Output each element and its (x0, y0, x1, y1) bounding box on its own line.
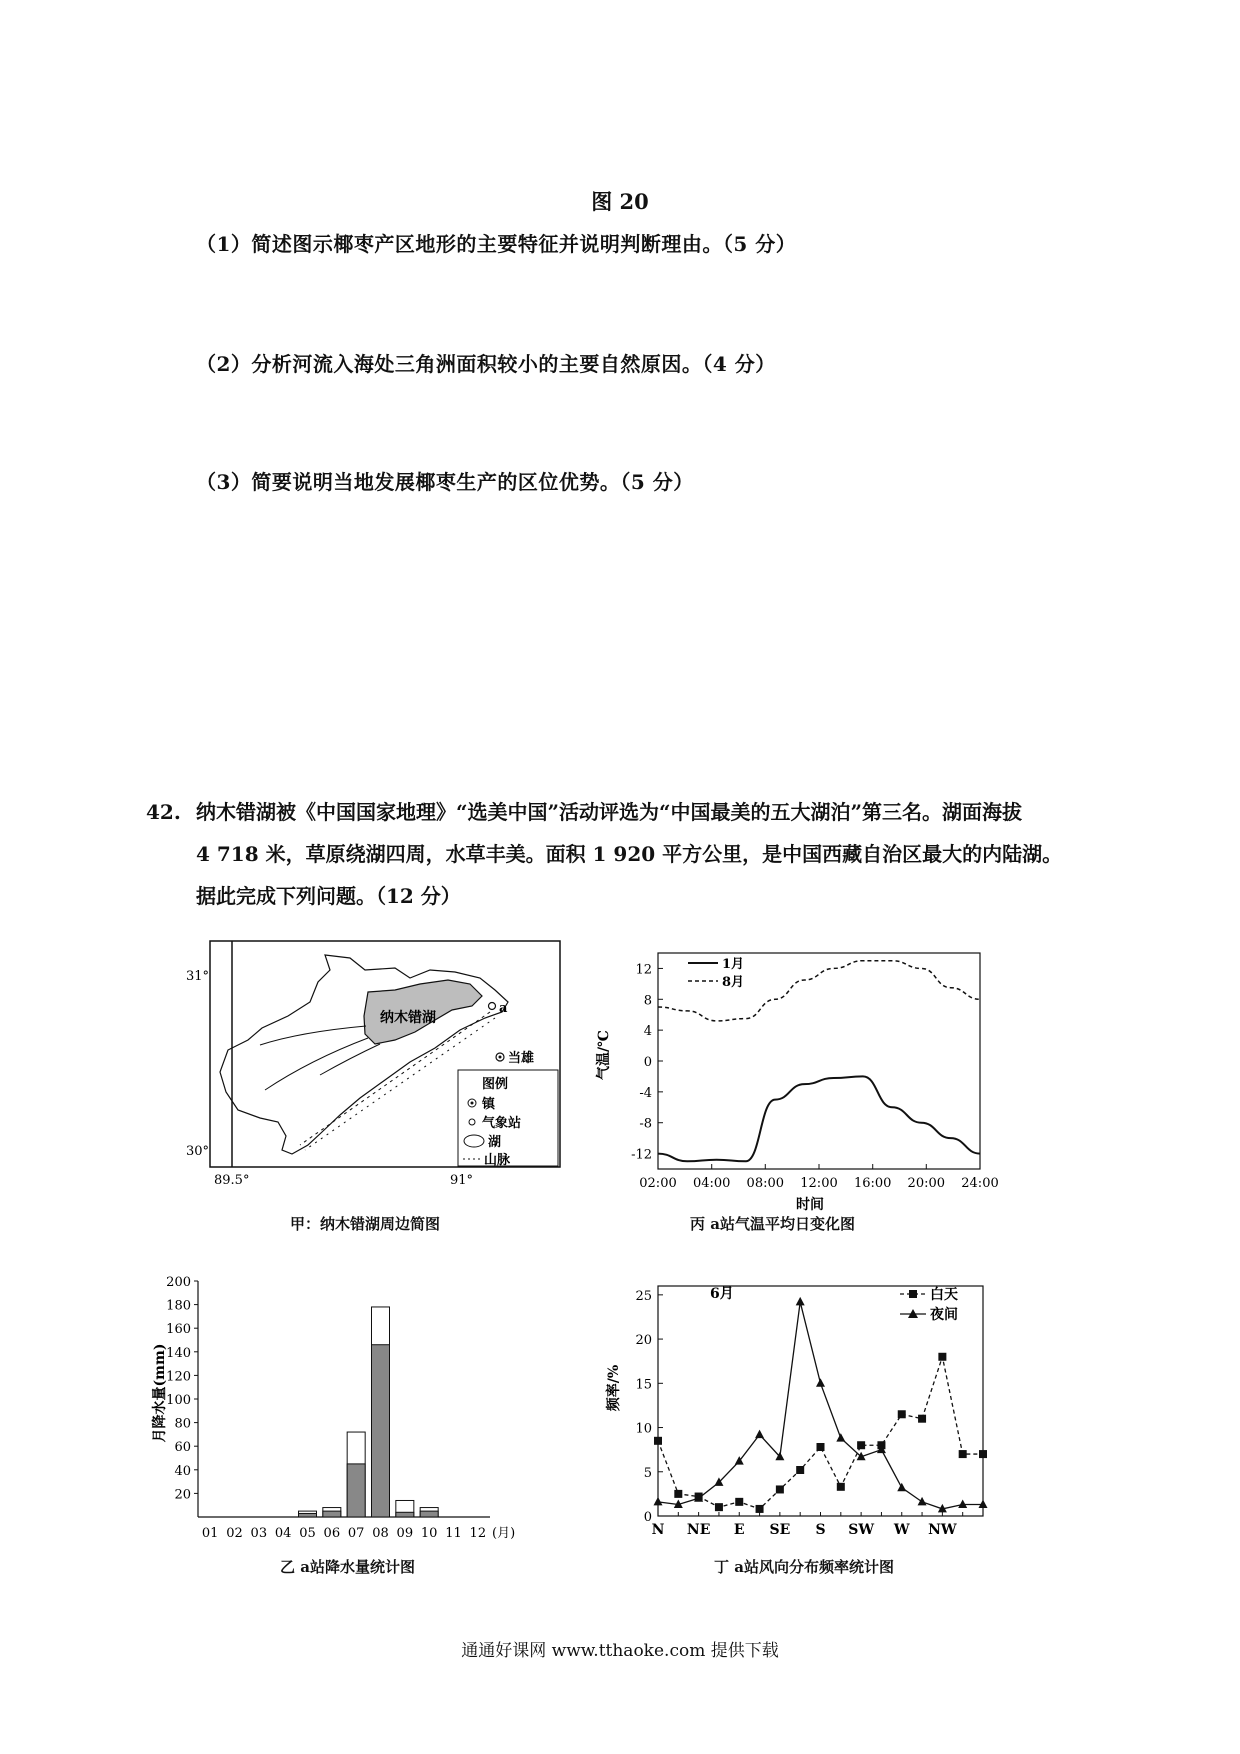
wind-x-tick-label: S (815, 1522, 826, 1538)
temperature-y-tick-label: 4 (643, 1024, 652, 1040)
temperature-xlabel: 时间 (796, 1197, 824, 1213)
wind-day-point (938, 1353, 946, 1361)
question-42-line-3: 据此完成下列问题。（12 分） (196, 884, 461, 908)
question-2: （2）分析河流入海处三角洲面积较小的主要自然原因。（4 分） (196, 352, 776, 376)
precipitation-y-tick-label: 60 (174, 1440, 191, 1456)
legend-aug: 8月 (722, 975, 745, 990)
wind-night-point (755, 1430, 764, 1439)
precipitation-chart-title: 乙 a站降水量统计图 (280, 1558, 415, 1576)
temperature-chart (596, 945, 1000, 1215)
precipitation-x-tick-label: 02 (226, 1526, 243, 1541)
wind-x-tick-label: W (893, 1522, 910, 1538)
legend-station-icon (469, 1119, 475, 1125)
temperature-y-tick-label: -4 (639, 1085, 652, 1101)
wind-x-tick-label: N (651, 1522, 665, 1538)
wind-day-point (979, 1450, 987, 1458)
temperature-y-tick-label: 8 (643, 993, 652, 1009)
wind-night-point (979, 1500, 988, 1509)
temperature-series-aug (658, 961, 980, 1021)
precipitation-y-tick-label: 140 (166, 1345, 191, 1361)
precipitation-x-tick-label: 08 (372, 1526, 389, 1541)
temperature-chart-title: 丙 a站气温平均日变化图 (690, 1215, 855, 1233)
temperature-plot-frame (658, 953, 980, 1169)
question-42-line-2: 4 718 米，草原绕湖四周，水草丰美。面积 1 920 平方公里，是中国西藏自治区最大的内陆湖。 (196, 842, 1063, 866)
precipitation-y-tick-label: 100 (166, 1393, 191, 1408)
precipitation-y-tick-label: 160 (166, 1322, 191, 1338)
lat-30: 30° (186, 1144, 210, 1159)
wind-day-point (776, 1485, 784, 1493)
wind-night-point (958, 1500, 967, 1509)
wind-day-point (857, 1441, 865, 1449)
wind-night-point (654, 1497, 663, 1506)
wind-day-point (918, 1415, 926, 1423)
map-caption: 甲：纳木错湖周边简图 (290, 1215, 441, 1233)
temperature-x-tick-label: 02:00 (639, 1176, 677, 1191)
station-label: a (499, 1001, 508, 1016)
temperature-series-jan (658, 1076, 980, 1161)
wind-x-tick-label: NW (928, 1522, 957, 1538)
wind-day-point (735, 1498, 743, 1506)
temperature-y-tick-label: -8 (639, 1116, 652, 1132)
wind-y-tick-label: 5 (643, 1465, 652, 1481)
wind-day-point (674, 1490, 682, 1498)
precipitation-bar-part (323, 1511, 341, 1517)
temperature-y-tick-label: 12 (635, 962, 652, 978)
precipitation-x-tick-label: 07 (347, 1526, 365, 1541)
question-3: （3）简要说明当地发展椰枣生产的区位优势。（5 分） (196, 470, 694, 494)
temperature-ylabel: 气温/℃ (596, 1030, 612, 1080)
wind-day-point (756, 1505, 764, 1513)
legend-lake-icon (464, 1135, 484, 1147)
question-42-number: 42. (146, 800, 181, 824)
precipitation-x-tick-label: 09 (396, 1526, 414, 1541)
wind-day-point (796, 1466, 804, 1474)
wind-y-tick-label: 10 (635, 1421, 652, 1437)
precipitation-x-tick-label: 05 (299, 1526, 316, 1541)
wind-annotation: 6月 (710, 1286, 734, 1302)
temperature-x-tick-label: 12:00 (800, 1176, 838, 1191)
wind-x-tick-label: SW (848, 1522, 875, 1538)
temperature-x-tick-label: 24:00 (961, 1176, 999, 1191)
temperature-x-tick-label: 20:00 (907, 1176, 946, 1191)
legend-title: 图例 (482, 1077, 509, 1092)
precipitation-y-tick-label: 80 (174, 1416, 191, 1432)
legend-town: 镇 (482, 1097, 496, 1112)
precipitation-x-tick-label: 04 (274, 1526, 292, 1541)
wind-night-point (816, 1378, 825, 1387)
wind-y-tick-label: 20 (635, 1333, 652, 1349)
lon-91: 91° (450, 1173, 474, 1188)
lon-89-5: 89.5° (214, 1173, 250, 1188)
wind-ylabel: 频率/% (606, 1364, 622, 1412)
precipitation-bar-part (347, 1464, 365, 1517)
precipitation-x-suffix: (月) (492, 1526, 516, 1541)
legend-day: 白天 (930, 1287, 958, 1303)
town-icon-dot (499, 1056, 502, 1059)
question-1: （1）简述图示椰枣产区地形的主要特征并说明判断理由。（5 分） (196, 232, 797, 256)
precipitation-x-tick-label: 12 (469, 1526, 487, 1541)
temperature-y-tick-label: -12 (631, 1147, 652, 1163)
precipitation-y-tick-label: 180 (166, 1298, 191, 1314)
wind-day-point (959, 1450, 967, 1458)
wind-night-point (897, 1483, 906, 1492)
precipitation-bar-part (372, 1345, 390, 1517)
lake-label: 纳木错湖 (380, 1010, 436, 1026)
precipitation-ylabel: 月降水量(mm) (152, 1343, 168, 1443)
wind-night-point (918, 1497, 927, 1506)
footer-credit: 通通好课网 www.tthaoke.com 提供下载 (461, 1641, 779, 1661)
lat-31: 31° (186, 969, 210, 984)
wind-chart (606, 1278, 1000, 1558)
precipitation-x-tick-label: 11 (445, 1526, 462, 1541)
precipitation-x-tick-label: 03 (250, 1526, 268, 1541)
wind-x-tick-label: E (733, 1522, 745, 1538)
legend-station: 气象站 (482, 1116, 522, 1131)
wind-y-tick-label: 25 (635, 1288, 652, 1304)
wind-day-point (898, 1410, 906, 1418)
wind-day-point (715, 1503, 723, 1511)
town-label: 当雄 (508, 1051, 535, 1066)
wind-y-tick-label: 15 (635, 1377, 652, 1393)
wind-night-point (796, 1297, 805, 1306)
wind-x-tick-label: NE (686, 1522, 711, 1538)
legend-jan: 1月 (722, 957, 745, 972)
precipitation-x-tick-label: 06 (323, 1526, 341, 1541)
legend-night: 夜间 (930, 1307, 958, 1323)
wind-series-night (658, 1302, 983, 1509)
legend-town-icon-dot (471, 1102, 474, 1105)
legend-lake: 湖 (488, 1135, 502, 1150)
precipitation-x-tick-label: 01 (201, 1526, 219, 1541)
precipitation-chart (150, 1275, 570, 1555)
precipitation-bar-part (420, 1511, 438, 1517)
wind-day-point (817, 1443, 825, 1451)
river-1 (260, 1026, 366, 1045)
wind-chart-title: 丁 a站风向分布频率统计图 (714, 1558, 894, 1576)
namco-map (186, 940, 580, 1230)
precipitation-x-tick-label: 10 (420, 1526, 438, 1541)
river-3 (320, 1044, 380, 1075)
legend-mountain: 山脉 (484, 1153, 511, 1168)
legend-day-marker (909, 1290, 917, 1298)
temperature-x-tick-label: 16:00 (853, 1176, 892, 1191)
precipitation-y-tick-label: 120 (166, 1369, 191, 1385)
temperature-x-tick-label: 04:00 (692, 1176, 731, 1191)
wind-day-point (837, 1483, 845, 1491)
river-2 (265, 1038, 368, 1090)
station-a-icon (489, 1003, 496, 1010)
question-42-line-1: 纳木错湖被《中国国家地理》“选美中国”活动评选为“中国最美的五大湖泊”第三名。湖面海拔 (196, 800, 1023, 824)
figure-title: 图 20 (591, 189, 649, 214)
wind-x-tick-label: SE (769, 1522, 791, 1538)
temperature-y-tick-label: 0 (643, 1055, 652, 1070)
precipitation-y-tick-label: 200 (166, 1275, 191, 1290)
precipitation-bar-part (299, 1513, 317, 1517)
precipitation-y-tick-label: 40 (174, 1463, 191, 1479)
wind-night-point (836, 1433, 845, 1442)
temperature-x-tick-label: 08:00 (746, 1176, 785, 1191)
precipitation-y-tick-label: 20 (174, 1487, 191, 1503)
wind-day-point (654, 1437, 662, 1445)
precipitation-bar-part (396, 1512, 414, 1517)
wind-y-tick-label: 0 (643, 1510, 652, 1525)
